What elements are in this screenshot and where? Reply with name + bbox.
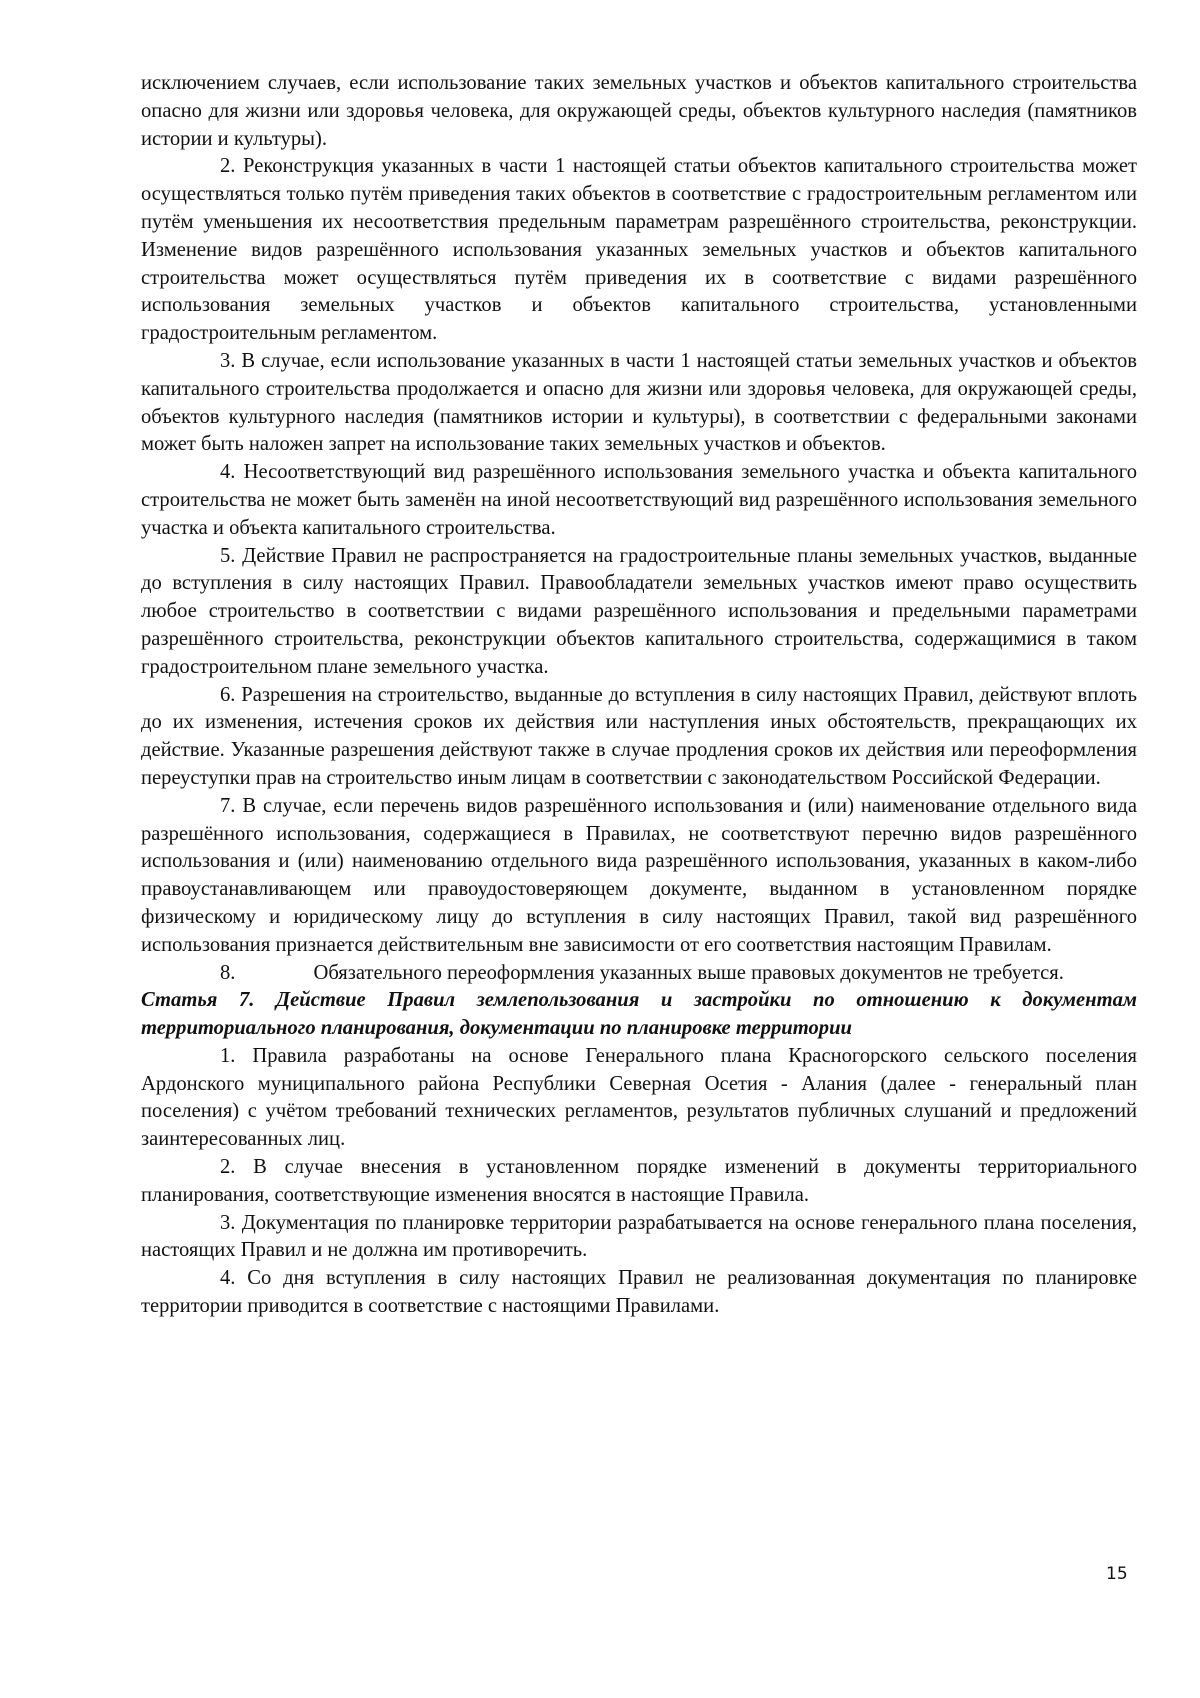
paragraph-item-4: 4. Несоответствующий вид разрешённого использования земельного участка и объекта капитального строительства не может быть заменён на иной несоответствующий вид разрешённого использования земельного участка и объекта капитального строительства. <box>141 461 1137 539</box>
paragraph-item-8 <box>141 960 1137 988</box>
paragraph-item-7: 7. В случае, если перечень видов разрешённого использования и (или) наименование отдельного вида разрешённого использования, содержащиеся в Правилах, не соответствуют перечню видов разрешённого использования и (или) наименованию отдельного вида разрешённого использования, указанных в каком-либо правоустанавливающем или правоудостоверяющем документе, выданном в установленном порядке физическому и юридическому лицу до вступления в силу настоящих Правил, такой вид разрешённого использования признается действительным вне зависимости от его соответствия настоящим Правилам. <box>141 794 1137 956</box>
paragraph-item-2: 2. Реконструкция указанных в части 1 настоящей статьи объектов капитального строительства может осуществляться только путём приведения таких объектов в соответствие с градостроительным регламентом или путём уменьшения их несоответствия предельным параметрам разрешённого строительства, реконструкции. Изменение видов разрешённого использования указанных земельных участков и объектов капитального строительства может осуществляться путём приведения их в соответствие с видами разрешённого использования земельных участков и объектов капитального строительства, установленными градостроительным регламентом. <box>141 155 1137 345</box>
paragraph-continuation: исключением случаев, если использование таких земельных участков и объектов капитального строительства опасно для жизни или здоровья человека, для окружающей среды, объектов культурного наследия (памятников истории и культуры). <box>141 72 1137 150</box>
paragraph-item-5: 5. Действие Правил не распространяется на градостроительные планы земельных участков, выданные до вступления в силу настоящих Правил. Правообладатели земельных участков имеют право осуществить любое строительство в соответствии с видами разрешённого использования и предельными параметрами разрешённого строительства, реконструкции объектов капитального строительства, содержащимися в таком градостроительном плане земельного участка. <box>141 544 1137 678</box>
article-7-item-4: 4. Со дня вступления в силу настоящих Правил не реализованная документация по планировке территории приводится в соответствие с настоящими Правилами. <box>141 1267 1137 1318</box>
article-7-item-1: 1. Правила разработаны на основе Генерального плана Красногорского сельского поселения Ардонского муниципального района Республики Северная Осетия - Алания (далее - генеральный план поселения) с учётом требований технических регламентов, результатов публичных слушаний и предложений заинтересованных лиц. <box>141 1044 1137 1151</box>
article-7-item-3: 3. Документация по планировке территории разрабатывается на основе генерального плана поселения, настоящих Правил и не должна им противоречить. <box>141 1211 1137 1262</box>
article-7-heading: Статья 7. Действие Правил землепользования и застройки по отношению к документам территориального планирования, документации по планировке территории <box>141 989 1137 1040</box>
item-8-number: 8. <box>220 961 236 984</box>
paragraph-item-3: 3. В случае, если использование указанных в части 1 настоящей статьи земельных участков и объектов капитального строительства продолжается и опасно для жизни или здоровья человека, для окружающей среды, объектов культурного наследия (памятников истории и культуры), в соответствии с федеральными законами может быть наложен запрет на использование таких земельных участков и объектов. <box>141 349 1137 456</box>
paragraph-item-6: 6. Разрешения на строительство, выданные до вступления в силу настоящих Правил, действуют вплоть до их изменения, истечения сроков их действия или наступления иных обстоятельств, прекращающих их действие. Указанные разрешения действуют также в случае продления сроков их действия или переоформления переуступки прав на строительство иным лицам в соответствии с законодательством Российской Федерации. <box>141 683 1137 789</box>
article-7-item-2: 2. В случае внесения в установленном порядке изменений в документы территориального планирования, соответствующие изменения вносятся в настоящие Правила. <box>141 1156 1137 1206</box>
document-page <box>141 70 1137 1321</box>
page-number: 15 <box>1106 1564 1128 1584</box>
item-8-text: Обязательного переоформления указанных выше правовых документов не требуется. <box>313 961 1064 984</box>
